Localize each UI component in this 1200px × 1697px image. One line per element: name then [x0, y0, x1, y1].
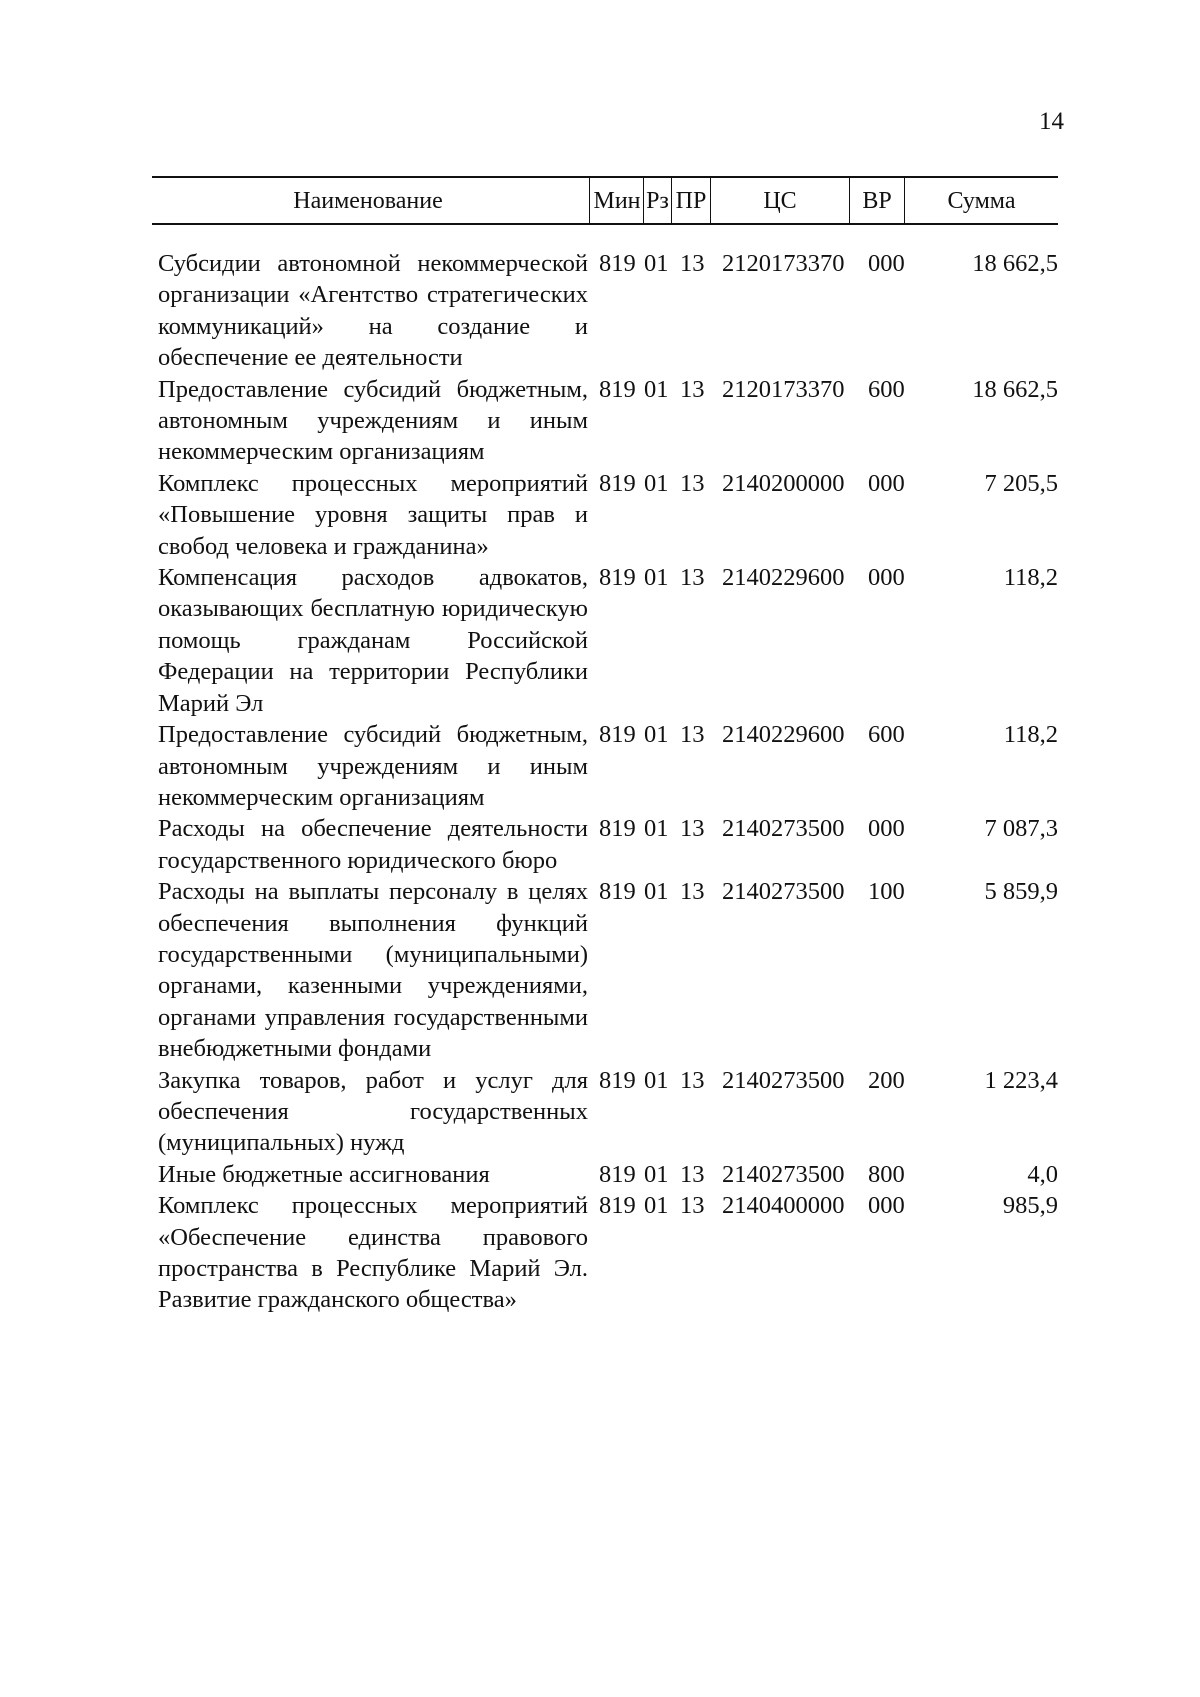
row-sum: 7 205,5 [984, 469, 1058, 497]
row-sum: 18 662,5 [972, 250, 1058, 277]
column-header-name: Наименование [293, 188, 443, 214]
table-row [0, 1065, 1200, 1159]
row-cs: 2140200000 [722, 469, 845, 497]
row-sum: 5 859,9 [984, 878, 1058, 906]
page-number: 14 [1039, 108, 1064, 135]
row-name: Субсидии автономной некоммерческой организации «Агентство стратегических коммуникаций» на создание и обеспечение ее деятельности [158, 250, 588, 372]
row-name: Иные бюджетные ассигнования [158, 1160, 490, 1188]
row-min: 819 [599, 564, 636, 592]
row-cs: 2140273500 [722, 878, 845, 906]
row-pr: 13 [680, 564, 705, 592]
row-name: Закупка товаров, работ и услуг для обеспечения государственных (муниципальных) нужд [158, 1066, 588, 1157]
row-vr: 200 [868, 1066, 905, 1094]
row-vr: 000 [868, 1192, 905, 1220]
row-min: 819 [599, 815, 636, 843]
row-min: 819 [599, 1192, 636, 1220]
row-sum: 7 087,3 [984, 815, 1058, 843]
row-name: Расходы на обеспечение деятельности государственного юридического бюро [158, 815, 588, 874]
row-min: 819 [599, 250, 636, 277]
table-row [0, 468, 1200, 562]
row-name: Расходы на выплаты персоналу в целях обеспечения выполнения функций государственными (муниципальными) органами, казенными учреждениями, органами управления государственными внебюджетными фондами [158, 878, 588, 1063]
row-sum: 118,2 [1003, 564, 1058, 592]
row-rz: 01 [644, 721, 669, 749]
row-vr: 100 [868, 878, 905, 906]
table-body [0, 248, 1200, 1316]
table-row [0, 719, 1200, 813]
row-cs: 2140273500 [722, 815, 845, 843]
row-pr: 13 [680, 1160, 705, 1188]
column-header-pr: ПР [675, 188, 707, 214]
row-cs: 2140273500 [722, 1066, 845, 1094]
row-vr: 600 [868, 721, 905, 749]
row-sum: 118,2 [1003, 721, 1058, 749]
table-row [0, 1190, 1200, 1316]
row-min: 819 [599, 1066, 636, 1094]
row-rz: 01 [644, 469, 669, 497]
row-cs: 2140400000 [722, 1192, 845, 1220]
row-name: Компенсация расходов адвокатов, оказывающих бесплатную юридическую помощь гражданам Российской Федерации на территории Республики Марий Эл [158, 564, 588, 717]
row-name: Комплекс процессных мероприятий «Обеспечение единства правового пространства в Республике Марий Эл. Развитие гражданского общества» [158, 1192, 588, 1314]
row-min: 819 [599, 1160, 636, 1188]
row-min: 819 [599, 469, 636, 497]
row-cs: 2140229600 [722, 721, 845, 749]
row-vr: 000 [868, 469, 905, 497]
row-pr: 13 [680, 469, 705, 497]
table-row [0, 1159, 1200, 1190]
table-row [0, 562, 1200, 719]
row-name: Предоставление субсидий бюджетным, автономным учреждениям и иным некоммерческим организациям [158, 375, 588, 466]
table-header [152, 176, 1058, 225]
column-header-rz: Рз [646, 188, 669, 214]
row-rz: 01 [644, 250, 669, 277]
row-cs: 2120173370 [722, 375, 845, 403]
row-rz: 01 [644, 375, 669, 403]
row-sum: 1 223,4 [984, 1066, 1058, 1094]
row-rz: 01 [644, 1160, 669, 1188]
row-rz: 01 [644, 1192, 669, 1220]
row-pr: 13 [680, 375, 705, 403]
column-header-sum: Сумма [947, 188, 1016, 214]
row-min: 819 [599, 375, 636, 403]
row-pr: 13 [680, 878, 705, 906]
table-row [0, 374, 1200, 468]
row-cs: 2140229600 [722, 564, 845, 592]
row-vr: 600 [868, 375, 905, 403]
table-row [0, 813, 1200, 876]
row-sum: 4,0 [1027, 1160, 1058, 1188]
row-pr: 13 [680, 815, 705, 843]
row-rz: 01 [644, 815, 669, 843]
row-pr: 13 [680, 1066, 705, 1094]
row-pr: 13 [680, 721, 705, 749]
column-header-cs: ЦС [763, 188, 797, 214]
row-rz: 01 [644, 878, 669, 906]
row-cs: 2120173370 [722, 250, 845, 277]
row-rz: 01 [644, 1066, 669, 1094]
row-sum: 18 662,5 [972, 375, 1058, 403]
column-header-vr: ВР [862, 188, 892, 214]
column-divider [589, 178, 590, 223]
row-name: Комплекс процессных мероприятий «Повышение уровня защиты прав и свобод человека и гражданина» [158, 469, 588, 560]
column-header-min: Мин [593, 188, 641, 214]
row-name: Предоставление субсидий бюджетным, автономным учреждениям и иным некоммерческим организациям [158, 721, 588, 811]
row-min: 819 [599, 721, 636, 749]
row-pr: 13 [680, 1192, 705, 1220]
row-pr: 13 [680, 250, 705, 277]
table-row [0, 876, 1200, 1064]
row-vr: 000 [868, 250, 905, 277]
row-vr: 000 [868, 815, 905, 843]
row-sum: 985,9 [1002, 1192, 1058, 1220]
row-vr: 000 [868, 564, 905, 592]
row-rz: 01 [644, 564, 669, 592]
table-row [0, 248, 1200, 374]
row-vr: 800 [868, 1160, 905, 1188]
row-cs: 2140273500 [722, 1160, 845, 1188]
row-min: 819 [599, 878, 636, 906]
